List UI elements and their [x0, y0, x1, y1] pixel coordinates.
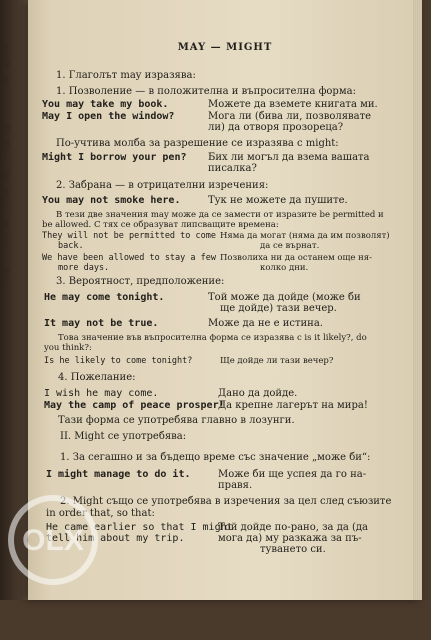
example-12-bg-line1: Може би ще успея да го на-	[218, 469, 367, 480]
example-3-bg-line1: Бих ли могъл да взема вашата	[208, 152, 370, 163]
note-2-line2: you think?:	[44, 343, 92, 353]
example-13-bg-line2: мога да) му разкажа за пъ-	[218, 533, 362, 544]
previous-page-fragment: —	[0, 107, 8, 116]
might-usage-1: 1. За сегашно и за бъдещо време със значение „може би“:	[60, 452, 371, 463]
example-6-bg-line1: Позволиха ни да останем още ня-	[220, 253, 373, 263]
previous-page-fragment: ы	[0, 155, 7, 164]
example-13-bg-line1: Той дойде по-рано, за да (да	[218, 522, 369, 533]
section-1-heading: 1. Глаголът may изразява:	[56, 70, 196, 81]
example-11-en: May the camp of peace prosper!	[44, 400, 225, 411]
example-12-en: I might manage to do it.	[46, 469, 191, 480]
previous-page-fragment: В	[0, 283, 6, 292]
previous-page-fragment: са	[0, 187, 10, 196]
example-7-en: He may come tonight.	[44, 292, 165, 303]
previous-page-fragment: ре	[0, 267, 10, 276]
example-1-en: You may take my book.	[42, 99, 169, 110]
previous-page-fragment: ек	[0, 219, 10, 228]
note-1-line1: В тези две значения may може да се замести от изразите be permitted и	[56, 210, 384, 220]
example-9-bg: Ще дойде ли тази вечер?	[220, 356, 334, 366]
example-9-en: Is he likely to come tonight?	[44, 356, 193, 366]
example-10-bg: Дано да дойде.	[218, 388, 298, 399]
example-4-en: You may not smoke here.	[42, 195, 181, 206]
example-11-bg: Да крепне лагерът на мира!	[218, 400, 368, 411]
example-2-bg-line2: ли) да отворя прозореца?	[208, 122, 344, 133]
example-5-en-line1: They will not be permitted to come	[42, 231, 216, 241]
might-usage-2-line1: 2. Might също се употребява в изречения за цел след съюзите	[60, 496, 392, 507]
note-2-line1: Това значение във въпросителна форма се изразява с is it likely?, do	[58, 333, 367, 343]
example-5-bg-line1: Няма да могат (няма да им позволят)	[220, 231, 390, 241]
example-7-bg-line2: ще дойде) тази вечер.	[220, 303, 337, 314]
previous-page-fragment: м	[0, 203, 7, 212]
olx-watermark-logo	[5, 492, 101, 588]
example-13-en-line1: He came earlier so that I might	[46, 522, 233, 533]
polite-request-note: По-учтива молба за разрешение се изразява с might:	[56, 138, 339, 149]
previous-page-fragment: ус	[0, 235, 10, 244]
previous-page-fragment: ва	[0, 75, 10, 84]
section-1a-heading: 1. Позволение — в положителна и въпросителна форма:	[56, 86, 356, 97]
example-13-bg-line3: туването си.	[260, 544, 326, 555]
previous-page-fragment: рн	[0, 123, 11, 132]
section-4-heading: 4. Пожелание:	[58, 372, 136, 383]
note-1-line2: be allowed. С тях се образуват липсващите времена:	[42, 220, 279, 230]
example-6-en-line1: We have been allowed to stay a few	[42, 253, 216, 263]
page-stack-edge	[413, 0, 422, 600]
section-ii-heading: II. Might се употребява:	[60, 431, 187, 442]
example-3-en: Might I borrow your pen?	[42, 152, 187, 163]
example-4-bg: Тук не можете да пушите.	[208, 195, 348, 206]
page-header: MAY — MIGHT	[177, 42, 273, 53]
example-5-bg-line2: да се върнат.	[260, 241, 320, 251]
slogan-note: Тази форма се употребява главно в лозунги.	[58, 415, 295, 426]
example-3-bg-line2: писалка?	[208, 163, 257, 174]
example-12-bg-line2: правя.	[218, 480, 253, 491]
section-3-heading: 3. Вероятност, предположение:	[56, 276, 225, 287]
example-7-bg-line1: Той може да дойде (може би	[208, 292, 361, 303]
example-8-bg: Може да не е истина.	[208, 318, 323, 329]
previous-page-fragment: ър	[0, 59, 11, 68]
previous-page-fragment: 3	[0, 251, 6, 260]
example-1-bg: Можете да вземете книгата ми.	[208, 99, 378, 110]
example-10-en: I wish he may come.	[44, 388, 159, 399]
example-6-bg-line2: колко дни.	[260, 263, 309, 273]
example-6-en-line2: more days.	[58, 263, 110, 273]
example-2-bg-line1: Мога ли (бива ли, позволявате	[208, 111, 372, 122]
previous-page-fragment: on	[0, 139, 10, 148]
example-5-en-line2: back.	[58, 241, 84, 251]
might-usage-2-line2: in order that, so that:	[46, 508, 155, 519]
previous-page-fragment: с	[0, 91, 5, 100]
previous-page-fragment: ab	[0, 171, 10, 180]
watermark-text: OLX	[22, 524, 84, 557]
example-13-en-line2: tell him about my trip.	[46, 533, 185, 544]
previous-page-fragment: ге	[0, 43, 9, 52]
example-2-en: May I open the window?	[42, 111, 175, 122]
example-8-en: It may not be true.	[44, 318, 159, 329]
section-2-heading: 2. Забрана — в отрицателни изречения:	[56, 180, 269, 191]
